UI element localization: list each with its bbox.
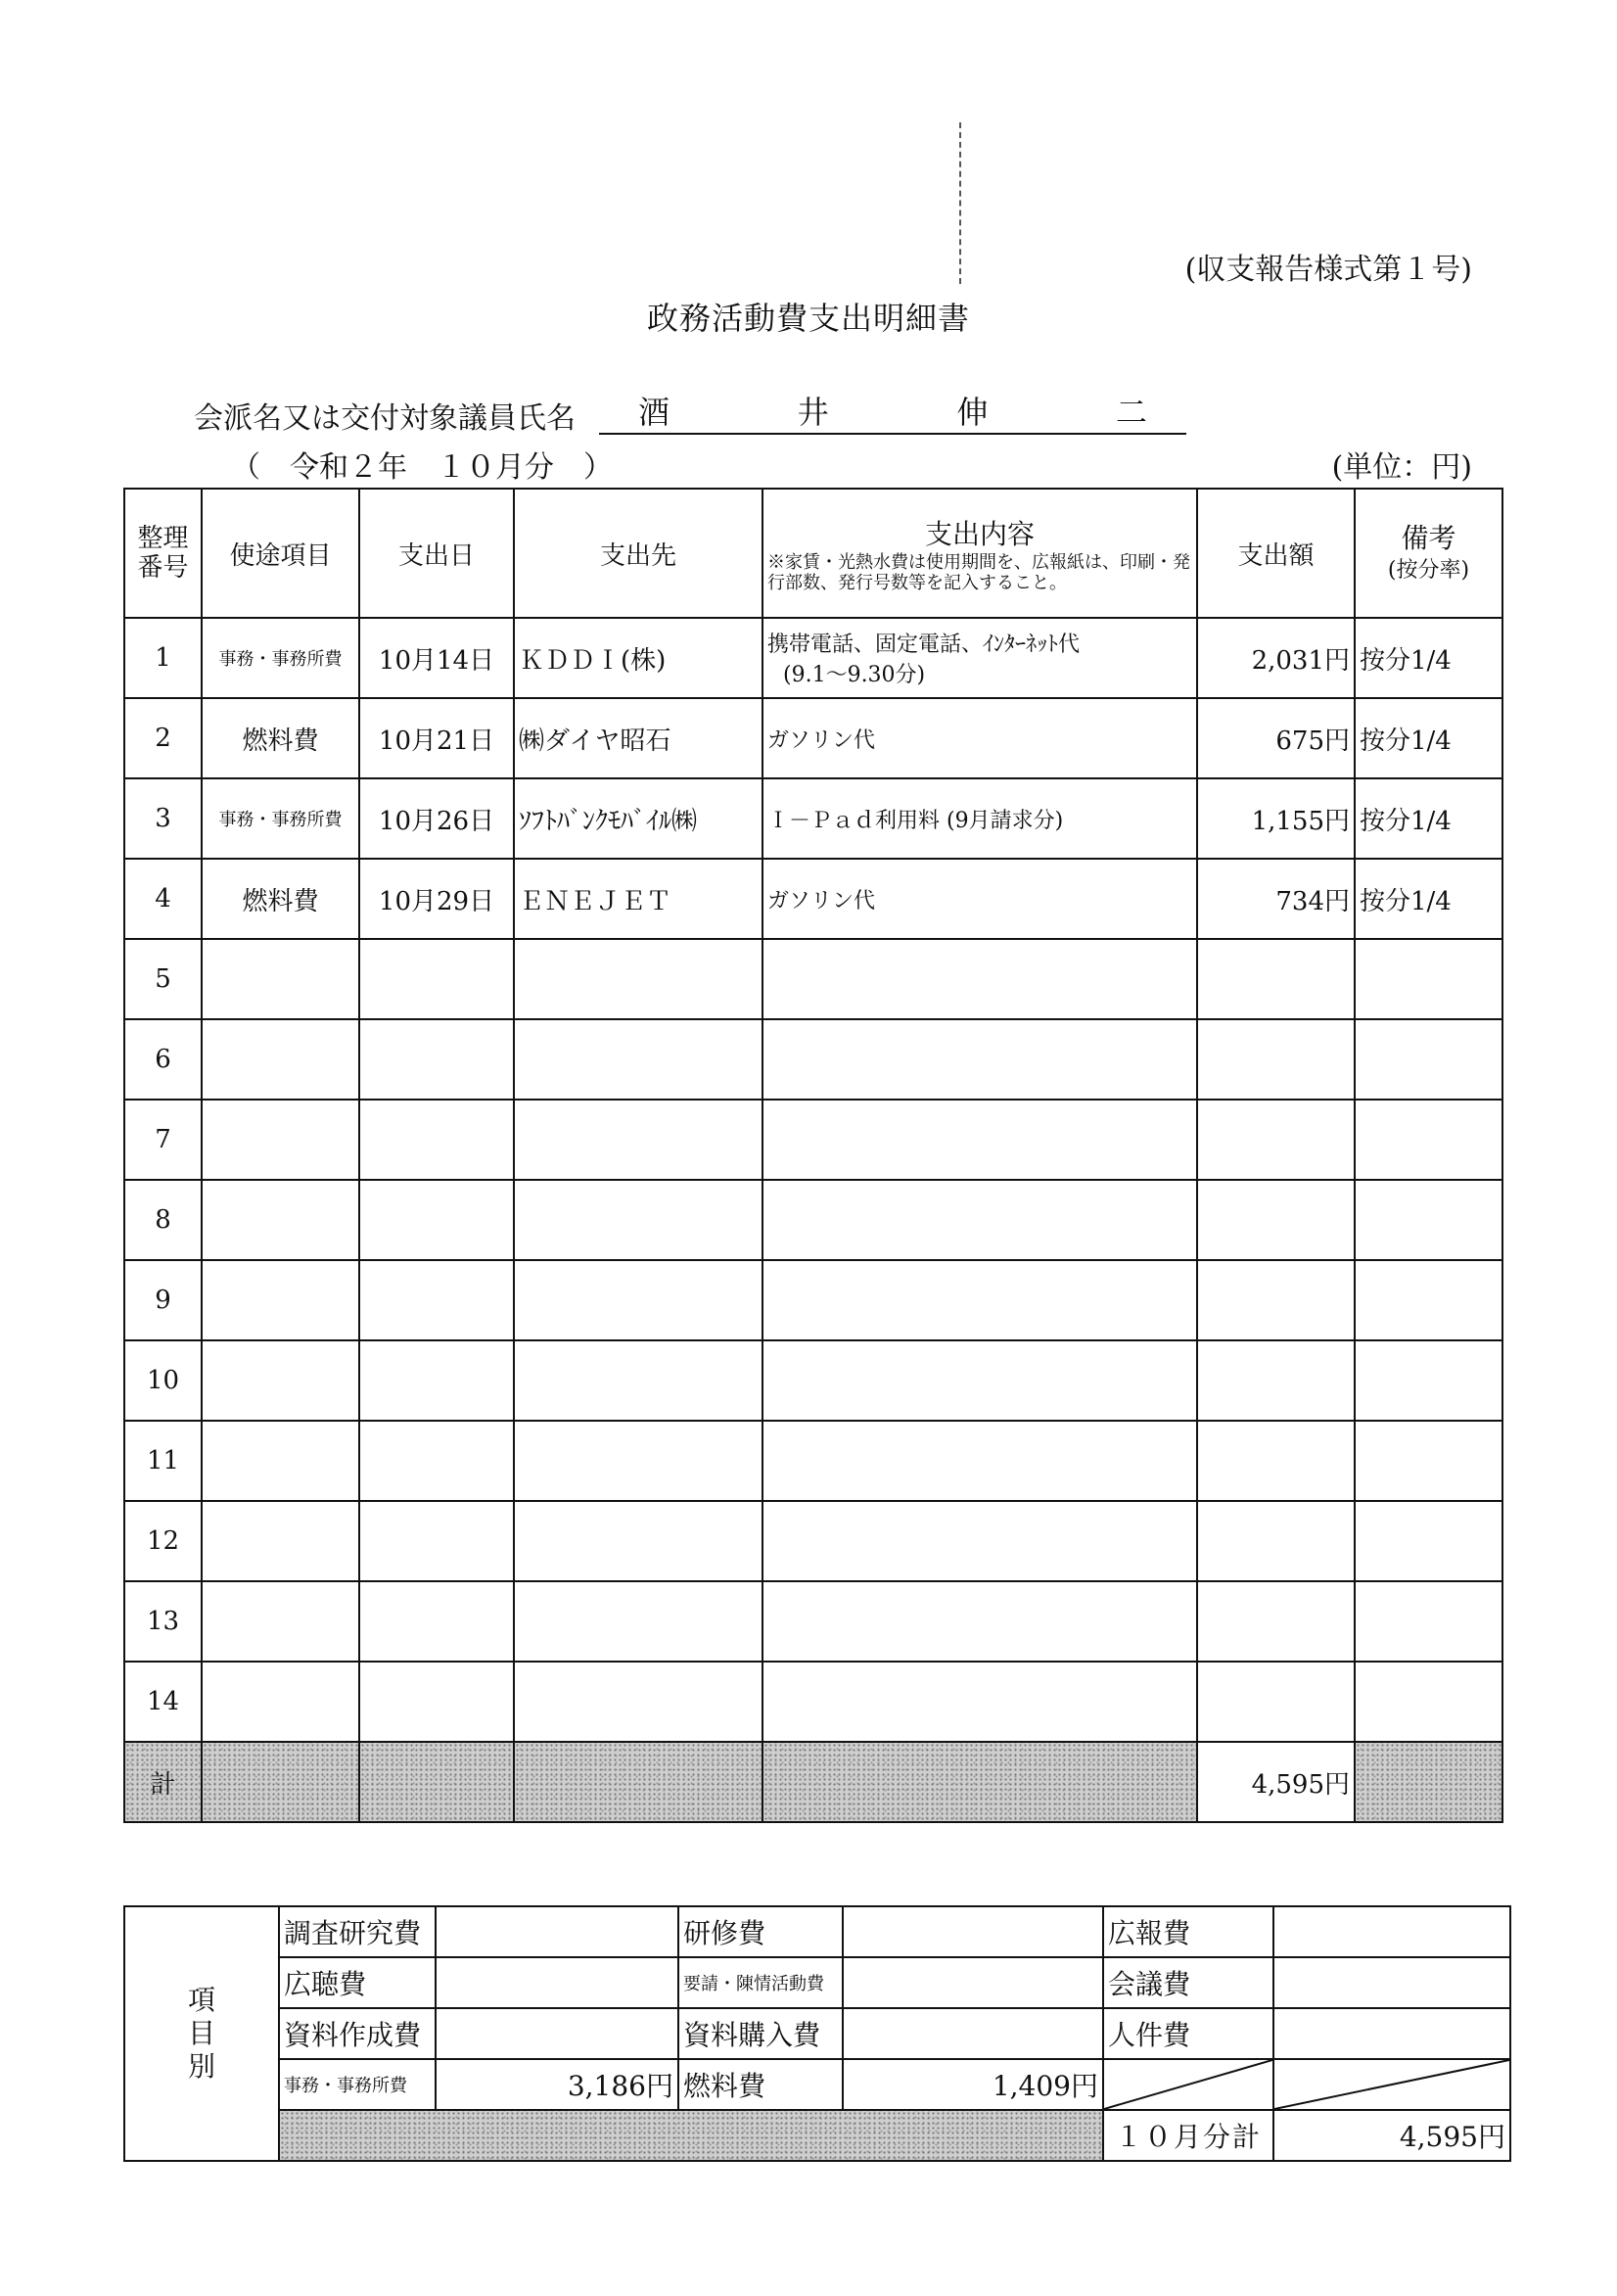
row-content [762, 1581, 1197, 1662]
member-name-char: 伸 [956, 394, 989, 431]
purchase-label: 資料購入費 [678, 2008, 843, 2059]
row-remarks [1355, 1662, 1502, 1742]
row-remarks [1355, 1340, 1502, 1421]
row-amount: 1,155円 [1197, 778, 1355, 859]
row-purpose: 燃料費 [202, 698, 359, 778]
hearing-value [436, 1957, 678, 2008]
period: （ 令和２年 １０月分 ） [231, 450, 613, 485]
row-payee: ＥＮＥＪＥＴ [514, 859, 762, 939]
member-label: 会派名又は交付対象議員氏名 [194, 401, 576, 436]
row-payee [514, 1501, 762, 1581]
row-remarks [1355, 1019, 1502, 1100]
unit-label: (単位：円) [1331, 450, 1472, 485]
row-purpose [202, 1260, 359, 1340]
personnel-value [1273, 2008, 1510, 2059]
row-remarks [1355, 1501, 1502, 1581]
row-amount: 2,031円 [1197, 618, 1355, 698]
row-remarks [1355, 939, 1502, 1019]
row-payee [514, 1581, 762, 1662]
row-no: 5 [124, 939, 202, 1019]
petition-label: 要請・陳情活動費 [678, 1957, 843, 2008]
research-label: 調査研究費 [279, 1906, 436, 1957]
row-purpose [202, 939, 359, 1019]
header-no: 整理 番号 [124, 489, 202, 618]
row-remarks: 按分1/4 [1355, 859, 1502, 939]
table-row [124, 1581, 1502, 1662]
row-amount [1197, 1581, 1355, 1662]
row-no: 12 [124, 1501, 202, 1581]
row-no: 3 [124, 778, 202, 859]
row-amount: 675円 [1197, 698, 1355, 778]
row-content [762, 1662, 1197, 1742]
fuel-label: 燃料費 [678, 2059, 843, 2110]
personnel-label: 人件費 [1103, 2008, 1273, 2059]
row-payee [514, 1421, 762, 1501]
row-date [359, 1421, 514, 1501]
row-content [762, 1019, 1197, 1100]
row-remarks: 按分1/4 [1355, 698, 1502, 778]
row-payee [514, 1260, 762, 1340]
row-content [762, 1501, 1197, 1581]
row-content-sub: (9.1～9.30分) [783, 663, 926, 687]
row-purpose [202, 1340, 359, 1421]
office-value: 3,186円 [436, 2059, 678, 2110]
meeting-value [1273, 1957, 1510, 2008]
row-content [762, 859, 1197, 939]
row-no: 4 [124, 859, 202, 939]
row-content [762, 1340, 1197, 1421]
total-row [124, 1742, 1502, 1822]
row-amount [1197, 1180, 1355, 1260]
header-content: 支出内容 ※家賃・光熱水費は使用期間を、広報紙は、印刷・発行部数、発行号数等を記入すること。 [762, 489, 1197, 618]
hearing-label: 広聴費 [279, 1957, 436, 2008]
row-no: 8 [124, 1180, 202, 1260]
row-purpose [202, 1421, 359, 1501]
row-remarks [1355, 1581, 1502, 1662]
row-content [762, 1421, 1197, 1501]
header-date: 支出日 [359, 489, 514, 618]
summary-side-label: 項 目 別 [124, 1906, 279, 2161]
shaded-cell [359, 1742, 514, 1822]
month-total-value: 4,595円 [1273, 2110, 1510, 2161]
row-content [762, 618, 1197, 698]
table-header-row [124, 489, 1502, 618]
row-purpose [202, 1100, 359, 1180]
row-content [762, 1260, 1197, 1340]
header-payee: 支出先 [514, 489, 762, 618]
row-content [762, 1100, 1197, 1180]
row-remarks [1355, 1260, 1502, 1340]
row-date: 10月29日 [359, 859, 514, 939]
form-number: (収支報告様式第１号) [1184, 253, 1472, 287]
diagonal-blank-cell [1103, 2059, 1273, 2110]
row-payee [514, 939, 762, 1019]
table-row [124, 1019, 1502, 1100]
page-title: 政務活動費支出明細書 [646, 300, 970, 337]
shaded-cell [762, 1742, 1197, 1822]
total-amount: 4,595円 [1197, 1742, 1355, 1822]
table-row [124, 1662, 1502, 1742]
row-date [359, 1260, 514, 1340]
row-date [359, 1100, 514, 1180]
row-date [359, 1662, 514, 1742]
row-content [762, 698, 1197, 778]
row-purpose [202, 1180, 359, 1260]
row-purpose [202, 1662, 359, 1742]
row-payee [514, 1180, 762, 1260]
row-no: 7 [124, 1100, 202, 1180]
row-amount [1197, 1019, 1355, 1100]
training-value [843, 1906, 1103, 1957]
row-purpose [202, 1019, 359, 1100]
row-no: 6 [124, 1019, 202, 1100]
fuel-value: 1,409円 [843, 2059, 1103, 2110]
row-amount [1197, 939, 1355, 1019]
petition-value [843, 1957, 1103, 2008]
row-payee: ｿﾌﾄﾊﾞﾝｸﾓﾊﾞｲﾙ㈱ [514, 778, 762, 859]
row-purpose [202, 1501, 359, 1581]
scan-fold-line [959, 122, 961, 284]
row-payee [514, 1019, 762, 1100]
row-no: 9 [124, 1260, 202, 1340]
member-name [599, 388, 1186, 435]
header-remarks: 備考 (按分率) [1355, 489, 1502, 618]
row-no: 14 [124, 1662, 202, 1742]
table-row [124, 1100, 1502, 1180]
meeting-label: 会議費 [1103, 1957, 1273, 2008]
docs-value [436, 2008, 678, 2059]
row-amount [1197, 1662, 1355, 1742]
row-amount [1197, 1501, 1355, 1581]
row-date [359, 1340, 514, 1421]
row-payee: ＫＤＤＩ(株) [514, 618, 762, 698]
row-date: 10月14日 [359, 618, 514, 698]
row-no: 1 [124, 618, 202, 698]
research-value [436, 1906, 678, 1957]
row-remarks: 按分1/4 [1355, 778, 1502, 859]
header-purpose: 使途項目 [202, 489, 359, 618]
member-name-char: 井 [797, 394, 829, 431]
row-payee [514, 1100, 762, 1180]
row-payee [514, 1340, 762, 1421]
pr-label: 広報費 [1103, 1906, 1273, 1957]
month-total-label: １０月分計 [1103, 2110, 1273, 2161]
row-amount [1197, 1260, 1355, 1340]
table-row [124, 1260, 1502, 1340]
row-payee [514, 1662, 762, 1742]
row-amount: 734円 [1197, 859, 1355, 939]
header-amount: 支出額 [1197, 489, 1355, 618]
category-summary-table [123, 1905, 1511, 2162]
expense-table [123, 488, 1503, 1823]
diagonal-blank-cell [1273, 2059, 1510, 2110]
row-remarks [1355, 1100, 1502, 1180]
table-row [124, 698, 1502, 778]
shaded-cell [279, 2110, 1103, 2161]
member-name-char: 酒 [638, 394, 670, 431]
row-content-main: 携帯電話、固定電話、ｲﾝﾀｰﾈｯﾄ代 [767, 633, 1081, 657]
docs-label: 資料作成費 [279, 2008, 436, 2059]
row-date: 10月26日 [359, 778, 514, 859]
row-date [359, 1581, 514, 1662]
table-row [124, 1180, 1502, 1260]
header-content-note: ※家賃・光熱水費は使用期間を、広報紙は、印刷・発行部数、発行号数等を記入すること。 [767, 552, 1190, 593]
row-date [359, 1180, 514, 1260]
purchase-value [843, 2008, 1103, 2059]
row-payee: ㈱ダイヤ昭石 [514, 698, 762, 778]
total-label: 計 [124, 1742, 202, 1822]
row-content [762, 1180, 1197, 1260]
shaded-cell [514, 1742, 762, 1822]
pr-value [1273, 1906, 1510, 1957]
row-purpose: 事務・事務所費 [202, 778, 359, 859]
row-date [359, 1019, 514, 1100]
table-row [124, 939, 1502, 1019]
table-row [124, 859, 1502, 939]
row-no: 10 [124, 1340, 202, 1421]
row-purpose: 事務・事務所費 [202, 618, 359, 698]
row-no: 2 [124, 698, 202, 778]
row-content-main: ガソリン代 [767, 727, 876, 753]
table-row [124, 778, 1502, 859]
row-no: 11 [124, 1421, 202, 1501]
row-remarks: 按分1/4 [1355, 618, 1502, 698]
row-no: 13 [124, 1581, 202, 1662]
row-content-main: ガソリン代 [767, 888, 876, 914]
table-row [124, 1421, 1502, 1501]
member-name-char: 二 [1115, 394, 1147, 431]
row-content [762, 939, 1197, 1019]
row-content [762, 778, 1197, 859]
office-label: 事務・事務所費 [279, 2059, 436, 2110]
table-row [124, 1340, 1502, 1421]
row-date [359, 939, 514, 1019]
shaded-cell [202, 1742, 359, 1822]
training-label: 研修費 [678, 1906, 843, 1957]
row-amount [1197, 1421, 1355, 1501]
shaded-cell [1355, 1742, 1502, 1822]
row-purpose [202, 1581, 359, 1662]
row-amount [1197, 1340, 1355, 1421]
table-row [124, 1501, 1502, 1581]
table-row [124, 618, 1502, 698]
row-date [359, 1501, 514, 1581]
row-remarks [1355, 1421, 1502, 1501]
row-content-main: Ｉ－Ｐａｄ利用料 (9月請求分) [767, 808, 1064, 833]
row-remarks [1355, 1180, 1502, 1260]
row-purpose: 燃料費 [202, 859, 359, 939]
row-amount [1197, 1100, 1355, 1180]
row-date: 10月21日 [359, 698, 514, 778]
